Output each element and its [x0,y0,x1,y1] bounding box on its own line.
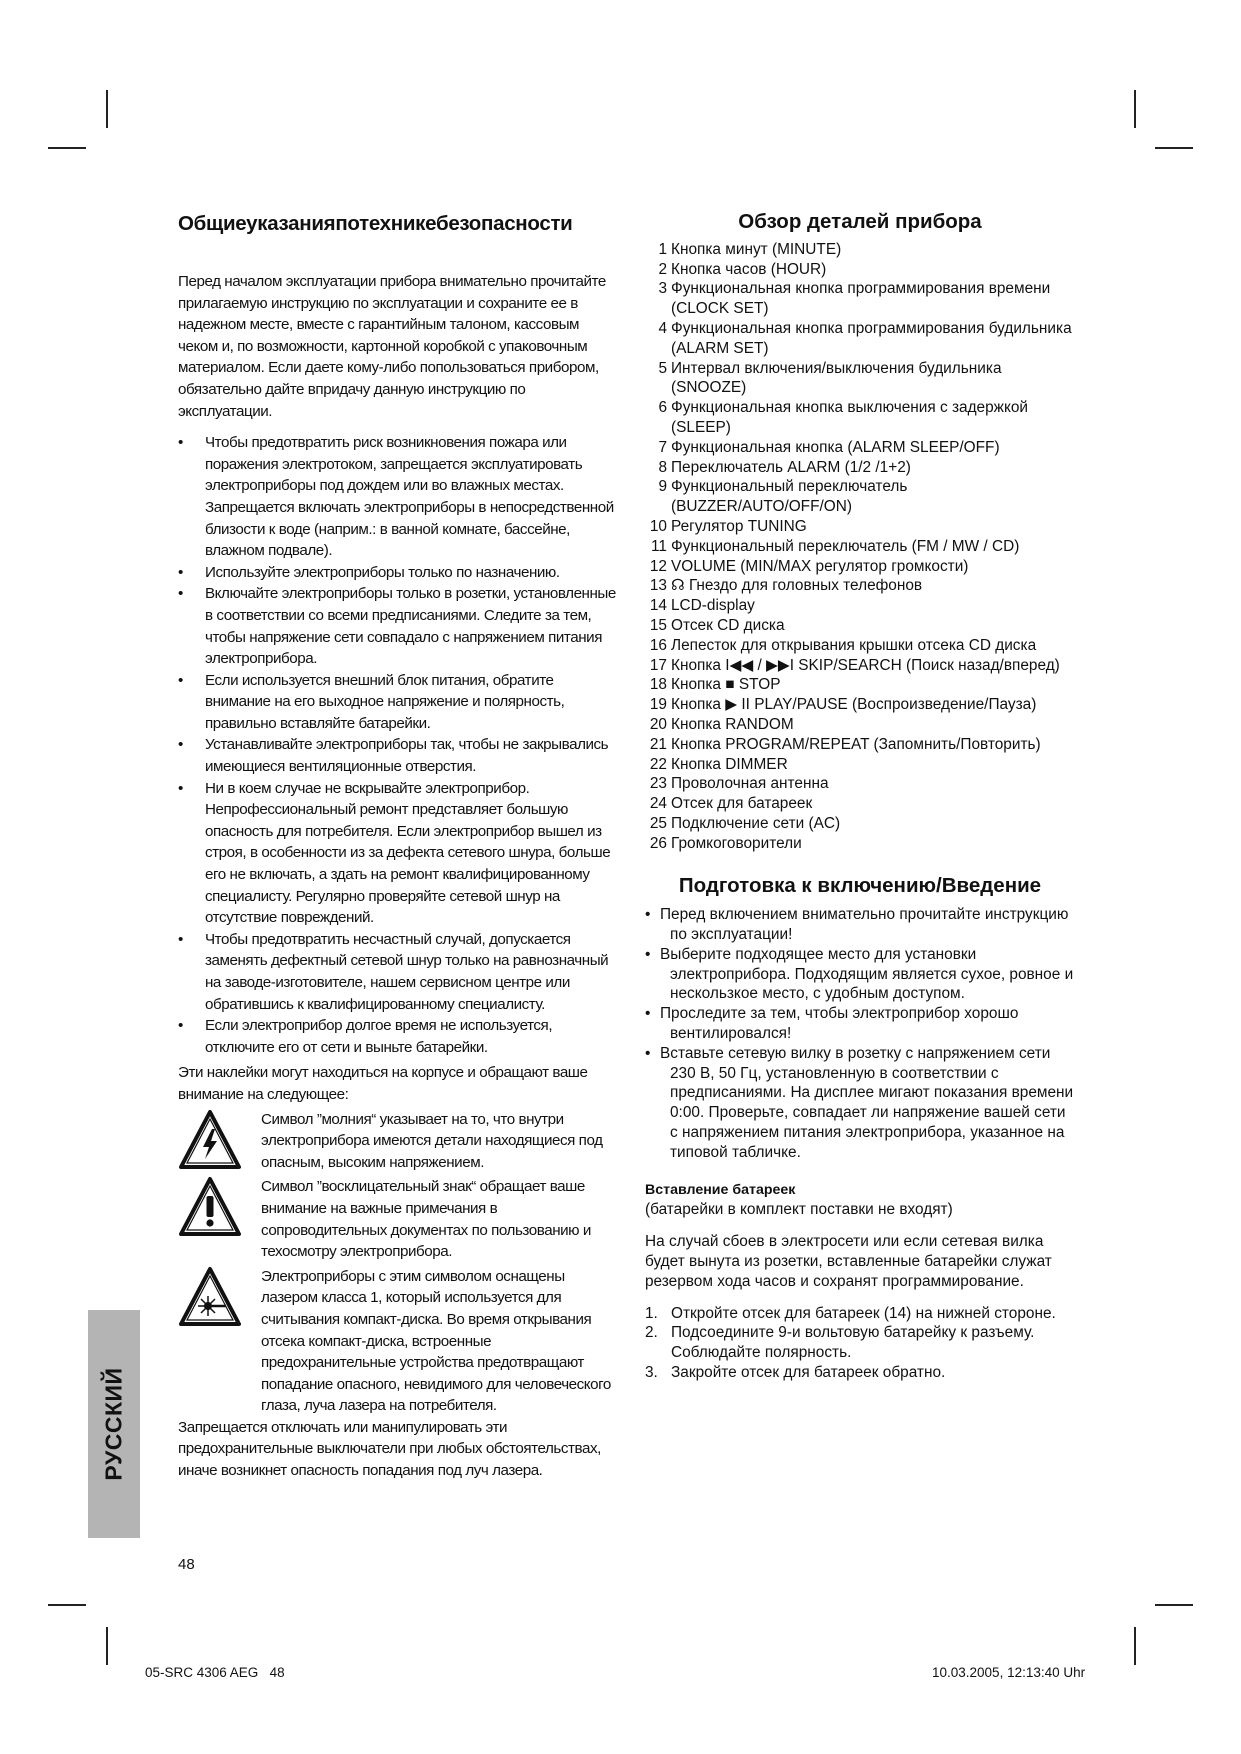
crop-mark [106,90,108,128]
part-item: 21 Кнопка PROGRAM/REPEAT (Запомнить/Повторить) [649,735,1041,753]
crop-mark [1134,90,1136,128]
safety-bullet: • Если электроприбор долгое время не используется, отключите его от сети и выньте батарейки. [178,1015,618,1058]
parts-list [645,240,1075,854]
safety-section [178,212,618,1482]
symbol-exclamation [178,1176,618,1262]
footer-right: 10.03.2005, 12:13:40 Uhr [932,1665,1086,1680]
part-item: 26 Громкоговорители [649,834,802,852]
part-item: 9 Функциональный переключатель (BUZZER/AUTO/OFF/ON) [658,478,908,516]
laser-warning-icon [178,1266,242,1330]
part-item: 24 Отсек для батареек [649,795,813,813]
safety-bullet-list [178,432,618,1058]
part-item: 4 Функциональная кнопка программирования будильника (ALARM SET) [658,319,1072,357]
battery-paragraph: На случай сбоев в электросети или если сетевая вилка будет вынута из розетки, вставленные батарейки служат резервом хода часов и сохранят программирование. [645,1233,1052,1290]
language-tab [88,1310,140,1538]
part-item: 5 Интервал включения/выключения будильника (SNOOZE) [658,359,1002,397]
prep-bullet: • Вставьте сетевую вилку в розетку с напряжением сети 230 В, 50 Гц, установленную в соответствии с предписаниями. На дисплее мигают показания времени 0:00. Проверьте, совпадает ли напряжение вашей сети с напряжением питания электроприбора, указанное на типовой табличке. [645,1044,1075,1163]
part-item: 2 Кнопка часов (HOUR) [658,260,827,278]
symbol-text: Электроприборы с этим символом оснащены лазером класса 1, который используется для считывания компакт-диска. Во время открывания отсека компакт-диска, встроенные предохранительные устройства предотвращают попадание опасного, невидимого для человеческого глаза, луча лазера на потребителя. [261,1267,611,1415]
safety-intro: Перед началом эксплуатации прибора внимательно прочитайте прилагаемую инструкцию по эксплуатации и сохраните ее в надежном месте, вместе с гарантийным талоном, кассовым чеком и, по возможности, картонной коробкой с упаковочным материалом. Если даете кому-либо попользоваться прибором, обязательно дайте впридачу данную инструкцию по эксплуатации. [178,273,606,420]
prep-bullet: • Перед включением внимательно прочитайте инструкцию по эксплуатации! [645,905,1075,945]
part-item: 6 Функциональная кнопка выключения с задержкой (SLEEP) [658,399,1029,436]
crop-mark [1155,147,1193,149]
page-number: 48 [178,1556,195,1573]
safety-title: Общиеуказанияпотехникебезопасности [178,212,573,235]
part-item: 16 Лепесток для открывания крышки отсека CD диска [649,636,1037,654]
part-item: 7 Функциональная кнопка (ALARM SLEEP/OFF) [658,438,1000,456]
part-item: 12 VOLUME (MIN/MAX регулятор громкости) [649,557,969,575]
safety-bullet: • Чтобы предотвратить риск возникновения пожара или поражения электротоком, запрещается эксплуатировать электроприборы под дождем или во влажных местах. Запрещается включать электроприборы в непосредственной близости к воде (наприм.: в ванной комнате, бассейне, влажном подвале). [178,432,618,562]
crop-mark [1134,1627,1136,1665]
crop-mark [106,1627,108,1665]
lightning-warning-icon [178,1109,242,1173]
part-item: 3 Функциональная кнопка программирования времени (CLOCK SET) [658,280,1051,318]
battery-steps [645,1304,1075,1383]
crop-mark [48,1604,86,1606]
footer-left: 05-SRC 4306 AEG 48 [145,1665,285,1680]
part-item: 10 Регулятор TUNING [649,517,807,535]
prep-title: Подготовка к включению/Введение [678,873,1042,897]
parts-section [645,212,1075,1383]
part-item: 13 ☊ Гнездо для головных телефонов [649,577,923,595]
part-item: 8 Переключатель ALARM (1/2 /1+2) [658,458,911,476]
battery-step: 1. Откройте отсек для батареек (14) на нижней стороне. [645,1304,1056,1322]
safety-bullet: • Ни в коем случае не вскрывайте электроприбор. Непрофессиональный ремонт представляет большую опасность для потребителя. Если электроприбор вышел из строя, в особенности из за дефекта сетевого шнура, больше его не включать, а здать на ремонт квалифицированному специалисту. Регулярно проверяйте сетевой шнур на отсутствие повреждений. [178,778,618,929]
prep-bullet: • Выберите подходящее место для установки электроприбора. Подходящим является сухое, ровное и нескользкое место, с удобным доступом. [645,945,1075,1004]
part-item: 22 Кнопка DIMMER [649,755,788,773]
prep-bullet-list [645,905,1075,1162]
safety-bullet: • Включайте электроприборы только в розетки, установленные в соответствии со всеми предписаниями. Следите за тем, чтобы напряжение сети совпадало с напряжением питания электроприбора. [178,583,618,669]
symbol-text: Символ ”молния“ указывает на то, что внутри электроприбора имеются детали находящиеся под опасным, высоким напряжением. [261,1110,603,1171]
battery-step: 2. Подсоедините 9-и вольтовую батарейку к разъему. Соблюдайте полярность. [645,1324,1035,1362]
crop-mark [1155,1604,1193,1606]
part-item: 20 Кнопка RANDOM [649,715,794,733]
safety-bullet: • Чтобы предотвратить несчастный случай, допускается заменять дефектный сетевой шнур только на равнозначный на заводе-изготовителе, нашем сервисном центре или обратившись к квалифицированному специалисту. [178,929,618,1015]
laser-closing: Запрещается отключать или манипулировать эти предохранительные выключатели при любых обстоятельствах, иначе возникнет опасность попадания под луч лазера. [178,1418,601,1480]
safety-bullet: • Используйте электроприборы только по назначению. [178,562,618,584]
part-item: 11 Функциональный переключатель (FM / MW / CD) [651,537,1020,555]
part-item: 19 Кнопка ▶ II PLAY/PAUSE (Воспроизведение/Пауза) [649,696,1037,714]
safety-bullet: • Если используется внешний блок питания, обратите внимание на его выходное напряжение и полярность, правильно вставляйте батарейки. [178,670,618,735]
part-item: 15 Отсек CD диска [649,616,785,634]
crop-mark [48,147,86,149]
exclamation-warning-icon [178,1176,242,1240]
symbol-lightning [178,1109,618,1174]
stickers-intro: Эти наклейки могут находиться на корпусе и обращают ваше внимание на следующее: [178,1064,588,1103]
battery-note: (батарейки в комплект поставки не входят) [645,1201,953,1219]
symbol-laser [178,1266,618,1417]
part-item: 17 Кнопка I◀◀ / ▶▶I SKIP/SEARCH (Поиск назад/вперед) [649,656,1060,674]
part-item: 25 Подключение сети (AC) [649,814,841,832]
prep-bullet: • Проследите за тем, чтобы электроприбор хорошо вентилировался! [645,1004,1075,1044]
part-item: 1 Кнопка минут (MINUTE) [658,240,842,258]
part-item: 18 Кнопка ■ STOP [649,676,781,694]
symbol-text: Символ ”восклицательный знак“ обращает ваше внимание на важные примечания в сопроводительных документах по пользованию и техосмотру электроприбора. [261,1178,591,1261]
part-item: 14 LCD-display [649,597,755,615]
battery-title: Вставление батареек [645,1181,796,1198]
parts-title: Обзор деталей прибора [738,210,982,233]
language-tab-label: РУССКИЙ [100,1367,127,1481]
battery-step: 3. Закройте отсек для батареек обратно. [645,1364,946,1382]
safety-bullet: • Устанавливайте электроприборы так, чтобы не закрывались имеющиеся вентиляционные отверстия. [178,734,618,777]
part-item: 23 Проволочная антенна [649,775,829,793]
